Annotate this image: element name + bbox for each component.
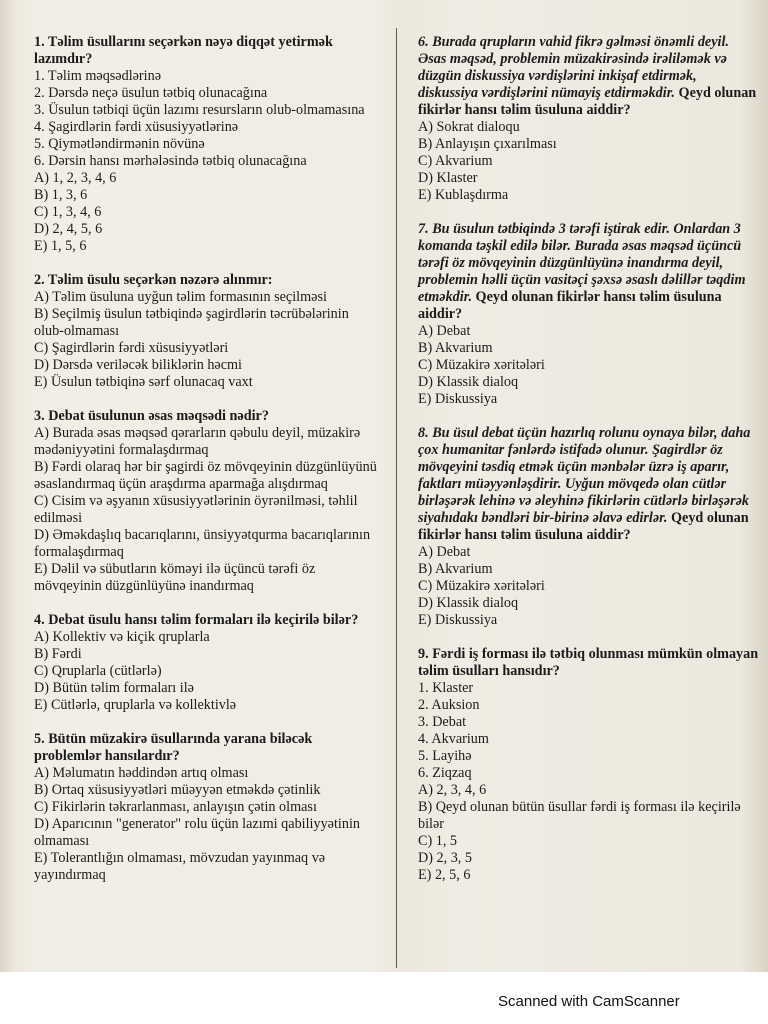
- question-title: [418, 221, 760, 323]
- answer-line: B) Ortaq xüsusiyyətləri müəyyən etməkdə çətinlik: [34, 782, 321, 798]
- answer-line: E) 1, 5, 6: [34, 238, 87, 254]
- answer-line: C) 1, 3, 4, 6: [34, 204, 102, 220]
- left-column: [34, 34, 378, 901]
- question-text: 2. Təlim üsulu seçərkən nəzərə alınmır:: [34, 272, 273, 288]
- answer-line: D) Klassik dialoq: [418, 595, 519, 611]
- answer-line: E) Cütlərlə, qruplarla və kollektivlə: [34, 697, 237, 713]
- column-divider: [396, 28, 397, 968]
- answer-line: A) Burada əsas məqsəd qərarların qəbulu deyil, müzakirə mədəniyyətini formalaşdırmaq: [34, 425, 361, 458]
- question-1: [34, 34, 378, 255]
- question-1: [418, 34, 760, 204]
- answer-line: C) Fikirlərin təkrarlanması, anlayışın çətin olması: [34, 799, 317, 815]
- answer-line: E) 2, 5, 6: [418, 867, 471, 883]
- answer-line: 4. Şagirdlərin fərdi xüsusiyyətlərinə: [34, 119, 239, 135]
- answer-line: D) Klaster: [418, 170, 478, 186]
- answer-line: E) Üsulun tətbiqinə sərf olunacaq vaxt: [34, 374, 253, 390]
- question-prompt: Qeyd olunan fikirlər hansı təlim üsuluna aiddir?: [418, 510, 749, 543]
- answer-line: E) Diskussiya: [418, 612, 498, 628]
- answer-line: 5. Qiymətləndirmənin növünə: [34, 136, 205, 152]
- answer-line: E) Kublaşdırma: [418, 187, 509, 203]
- question-text: 7. Bu üsulun tətbiqində 3 tərəfi iştirak edir. Onlardan 3 komanda təşkil edilə bilər. Burada əsas məqsəd üçüncü tərəfi öz mövqeyinin düzgünlüyünə inandırma deyil, problemin həlli üçün vasitəçi şəxsə əsaslı dəlillər təqdim etməkdir.: [418, 221, 746, 305]
- question-3: [418, 425, 760, 629]
- answer-line: 6. Dərsin hansı mərhələsində tətbiq olunacağına: [34, 153, 307, 169]
- question-text: 3. Debat üsulunun əsas məqsədi nədir?: [34, 408, 269, 424]
- answer-line: E) Dəlil və sübutların köməyi ilə üçüncü tərəfi öz mövqeyinin düzgünlüyünə inandırmaq: [34, 561, 316, 594]
- answer-line: 2. Auksion: [418, 697, 480, 713]
- question-2: [418, 221, 760, 408]
- answer-line: 3. Üsulun tətbiqi üçün lazımı resursların olub-olmamasına: [34, 102, 365, 118]
- question-4: [418, 646, 760, 884]
- answer-line: B) Fərdi: [34, 646, 82, 662]
- answer-line: A) Təlim üsuluna uyğun təlim formasının seçilməsi: [34, 289, 327, 305]
- answer-line: B) Fərdi olaraq hər bir şagirdi öz mövqeyinin düzgünlüyünü əsaslandırmaq üçün araşdırma aparmağa alışdırmaq: [34, 459, 377, 492]
- answer-line: A) Məlumatın həddindən artıq olması: [34, 765, 249, 781]
- answer-line: B) 1, 3, 6: [34, 187, 88, 203]
- answer-line: D) Əməkdaşlıq bacarıqlarını, ünsiyyətqurma bacarıqlarının formalaşdırmaq: [34, 527, 371, 560]
- answer-line: D) Aparıcının "generator" rolu üçün lazımi qabiliyyətinin olmaması: [34, 816, 360, 849]
- answer-line: 2. Dərsdə neçə üsulun tətbiq olunacağına: [34, 85, 268, 101]
- question-title: [34, 408, 378, 425]
- answer-line: A) Debat: [418, 323, 471, 339]
- question-title: [34, 731, 378, 765]
- answer-line: C) 1, 5: [418, 833, 458, 849]
- answer-line: A) Sokrat dialoqu: [418, 119, 520, 135]
- answer-line: B) Seçilmiş üsulun tətbiqində şagirdlərin təcrübələrinin olub-olmaması: [34, 306, 349, 339]
- question-title: [34, 272, 378, 289]
- answer-line: 5. Layihə: [418, 748, 472, 764]
- answer-line: D) Dərsdə veriləcək biliklərin həcmi: [34, 357, 242, 373]
- question-title: [34, 612, 378, 629]
- question-title: [418, 34, 760, 119]
- question-4: [34, 612, 378, 714]
- right-column: [418, 34, 760, 901]
- answer-line: C) Qruplarla (cütlərlə): [34, 663, 162, 679]
- question-5: [34, 731, 378, 884]
- answer-line: C) Cisim və əşyanın xüsusiyyətlərinin öyrənilməsi, təhlil edilməsi: [34, 493, 358, 526]
- answer-line: B) Anlayışın çıxarılması: [418, 136, 557, 152]
- answer-line: 3. Debat: [418, 714, 467, 730]
- answer-line: 1. Təlim məqsədlərinə: [34, 68, 161, 84]
- scanner-watermark: Scanned with CamScanner: [498, 993, 680, 1010]
- question-title: [418, 425, 760, 544]
- answer-line: C) Müzakirə xəritələri: [418, 357, 545, 373]
- answer-line: D) 2, 3, 5: [418, 850, 472, 866]
- question-3: [34, 408, 378, 595]
- question-2: [34, 272, 378, 391]
- question-title: [34, 34, 378, 68]
- answer-line: C) Akvarium: [418, 153, 493, 169]
- question-text: 1. Təlim üsullarını seçərkən nəyə diqqət yetirmək lazımdır?: [34, 34, 333, 67]
- question-text: 4. Debat üsulu hansı təlim formaları ilə keçirilə bilər?: [34, 612, 359, 628]
- answer-line: D) Bütün təlim formaları ilə: [34, 680, 194, 696]
- answer-line: A) 1, 2, 3, 4, 6: [34, 170, 117, 186]
- question-title: [418, 646, 760, 680]
- answer-line: B) Akvarium: [418, 561, 493, 577]
- question-prompt: Qeyd olunan fikirlər hansı təlim üsuluna aiddir?: [418, 289, 722, 322]
- answer-line: C) Şagirdlərin fərdi xüsusiyyətləri: [34, 340, 229, 356]
- question-text: 5. Bütün müzakirə üsullarında yarana biləcək problemlər hansılardır?: [34, 731, 313, 764]
- answer-line: E) Tolerantlığın olmaması, mövzudan yayınmaq və yayındırmaq: [34, 850, 326, 883]
- answer-line: B) Akvarium: [418, 340, 493, 356]
- answer-line: D) Klassik dialoq: [418, 374, 519, 390]
- answer-line: B) Qeyd olunan bütün üsullar fərdi iş forması ilə keçirilə bilər: [418, 799, 741, 832]
- question-text: 9. Fərdi iş forması ilə tətbiq olunması mümkün olmayan təlim üsulları hansıdır?: [418, 646, 759, 679]
- answer-line: E) Diskussiya: [418, 391, 498, 407]
- answer-line: A) 2, 3, 4, 6: [418, 782, 487, 798]
- question-text: 6. Burada qrupların vahid fikrə gəlməsi önəmli deyil. Əsas məqsəd, problemin müzakirəsində irəliləmək və düzgün diskussiya vərdişlərini inkişaf etdirmək, diskussiya vərdişlərini nümayiş etdirməkdir.: [418, 34, 729, 101]
- answer-line: 4. Akvarium: [418, 731, 489, 747]
- answer-line: A) Debat: [418, 544, 471, 560]
- question-text: 8. Bu üsul debat üçün hazırlıq rolunu oynaya bilər, daha çox humanitar fənlərdə istifadə olunur. Şagirdlər öz mövqeyini təsdiq etmək üçün mənbələr üzrə iş aparır, faktları müəyyənləşdirir. Uyğun mövqedə olan cütlər birləşərək lehinə və əleyhinə fikirlərin cütlərlə birləşərək siyahıdakı bəndləri bir-birinə əlavə edirlər.: [418, 425, 751, 526]
- question-prompt: Qeyd olunan fikirlər hansı təlim üsuluna aiddir?: [418, 85, 757, 118]
- answer-line: 6. Ziqzaq: [418, 765, 472, 781]
- answer-line: D) 2, 4, 5, 6: [34, 221, 103, 237]
- answer-line: A) Kollektiv və kiçik qruplarla: [34, 629, 210, 645]
- answer-line: C) Müzakirə xəritələri: [418, 578, 545, 594]
- answer-line: 1. Klaster: [418, 680, 474, 696]
